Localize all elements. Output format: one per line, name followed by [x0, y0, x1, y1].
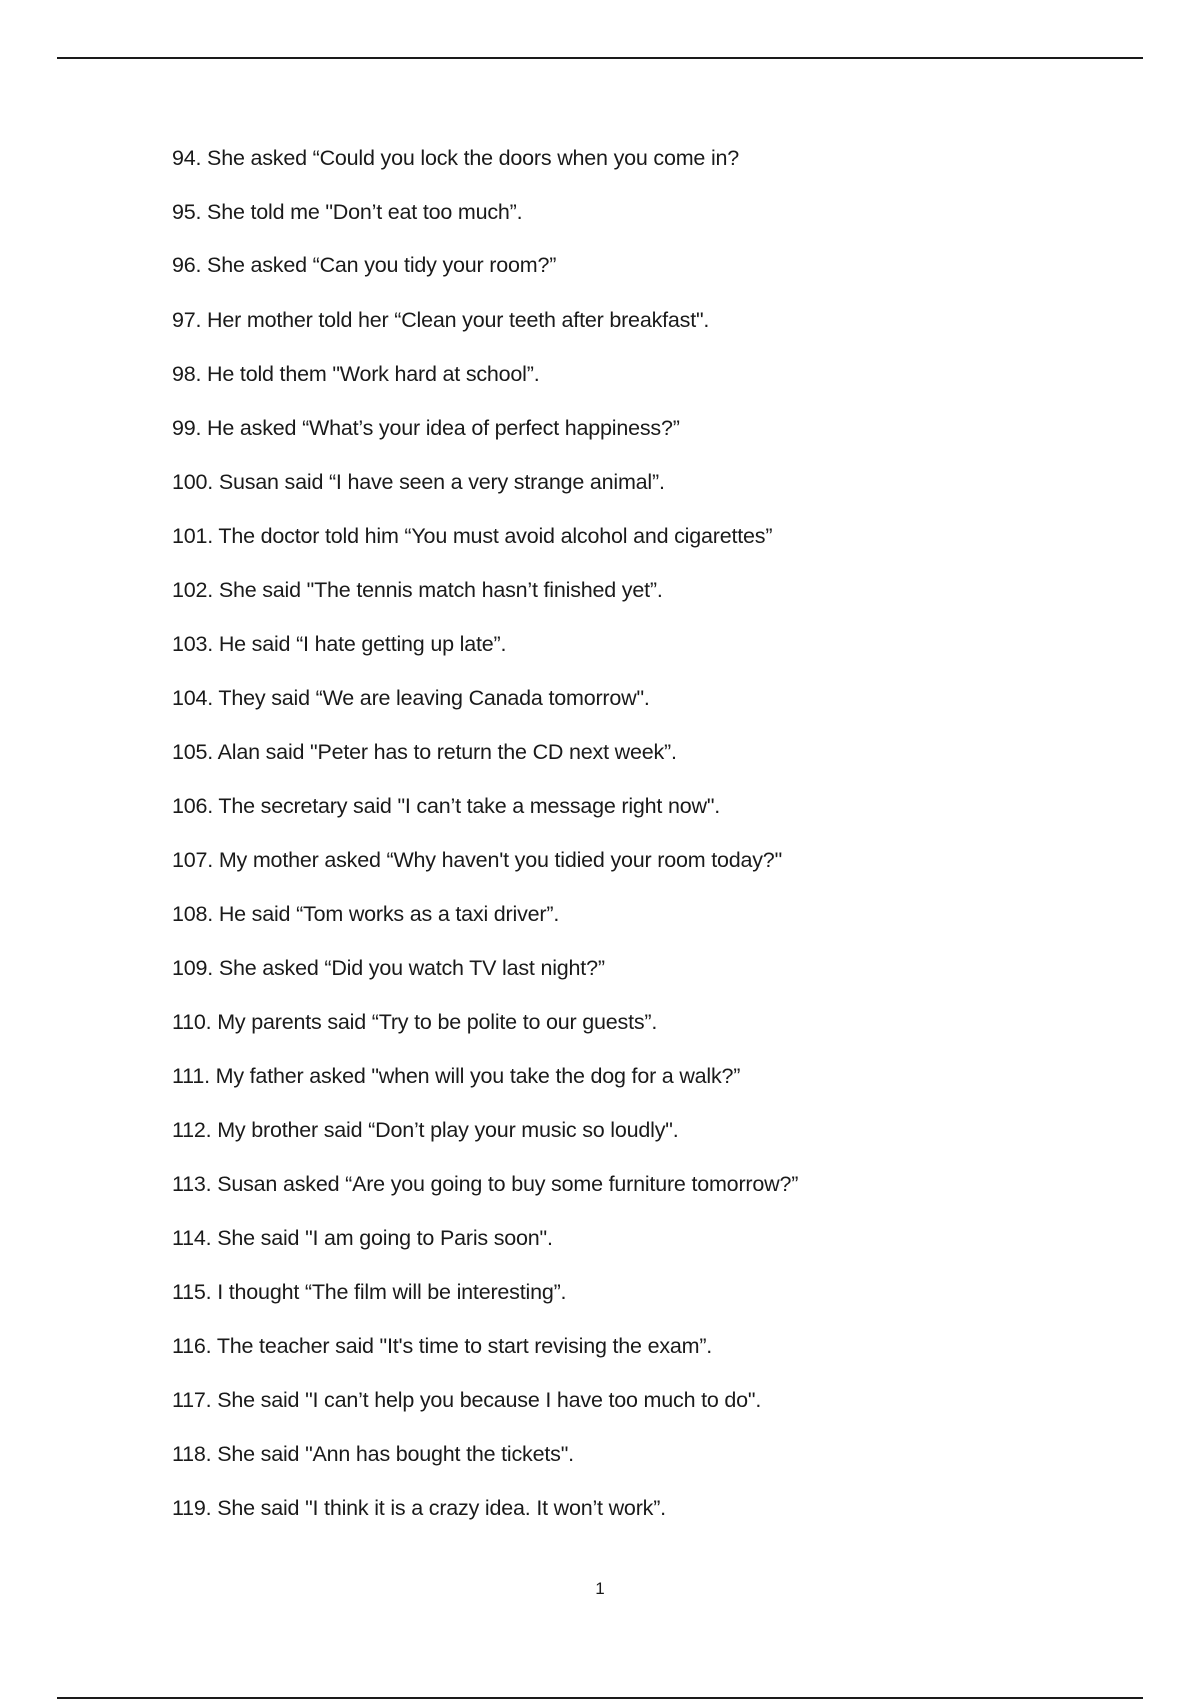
- exercise-item: 97. Her mother told her “Clean your teeth after breakfast".: [172, 308, 710, 332]
- exercise-item: 96. She asked “Can you tidy your room?”: [172, 253, 557, 277]
- page-number: 1: [595, 1579, 605, 1598]
- exercise-item: 101. The doctor told him “You must avoid alcohol and cigarettes”: [172, 524, 773, 548]
- exercise-item: 106. The secretary said "I can’t take a message right now".: [172, 794, 721, 818]
- exercise-item: 102. She said "The tennis match hasn’t finished yet”.: [172, 578, 663, 602]
- exercise-item: 103. He said “I hate getting up late”.: [172, 632, 507, 656]
- exercise-item: 110. My parents said “Try to be polite to our guests”.: [172, 1010, 658, 1034]
- exercise-item: 99. He asked “What’s your idea of perfect happiness?”: [172, 416, 680, 440]
- exercise-item: 109. She asked “Did you watch TV last night?”: [172, 956, 605, 980]
- exercise-item: 108. He said “Tom works as a taxi driver”.: [172, 902, 560, 926]
- exercise-item: 105. Alan said "Peter has to return the CD next week”.: [172, 740, 677, 764]
- exercise-item: 104. They said “We are leaving Canada tomorrow".: [172, 686, 650, 710]
- exercise-item: 118. She said "Ann has bought the tickets".: [172, 1442, 574, 1466]
- exercise-item: 114. She said "I am going to Paris soon".: [172, 1226, 553, 1250]
- exercise-item: 116. The teacher said "It's time to start revising the exam”.: [172, 1334, 713, 1358]
- exercise-item: 98. He told them "Work hard at school”.: [172, 362, 540, 386]
- exercise-item: 95. She told me "Don’t eat too much”.: [172, 200, 523, 224]
- exercise-item: 119. She said "I think it is a crazy idea. It won’t work”.: [172, 1496, 666, 1520]
- exercise-item: 117. She said "I can’t help you because I have too much to do".: [172, 1388, 762, 1412]
- exercise-item: 107. My mother asked “Why haven't you tidied your room today?": [172, 848, 782, 872]
- header-rule: [57, 57, 1143, 59]
- footer-rule: [57, 1697, 1143, 1699]
- exercise-item: 111. My father asked "when will you take the dog for a walk?”: [172, 1064, 741, 1088]
- exercise-item: 94. She asked “Could you lock the doors when you come in?: [172, 146, 740, 170]
- exercise-item: 112. My brother said “Don’t play your music so loudly".: [172, 1118, 679, 1142]
- exercise-item: 113. Susan asked “Are you going to buy some furniture tomorrow?”: [172, 1172, 799, 1196]
- exercise-item: 115. I thought “The film will be interesting”.: [172, 1280, 567, 1304]
- exercise-item: 100. Susan said “I have seen a very strange animal”.: [172, 470, 665, 494]
